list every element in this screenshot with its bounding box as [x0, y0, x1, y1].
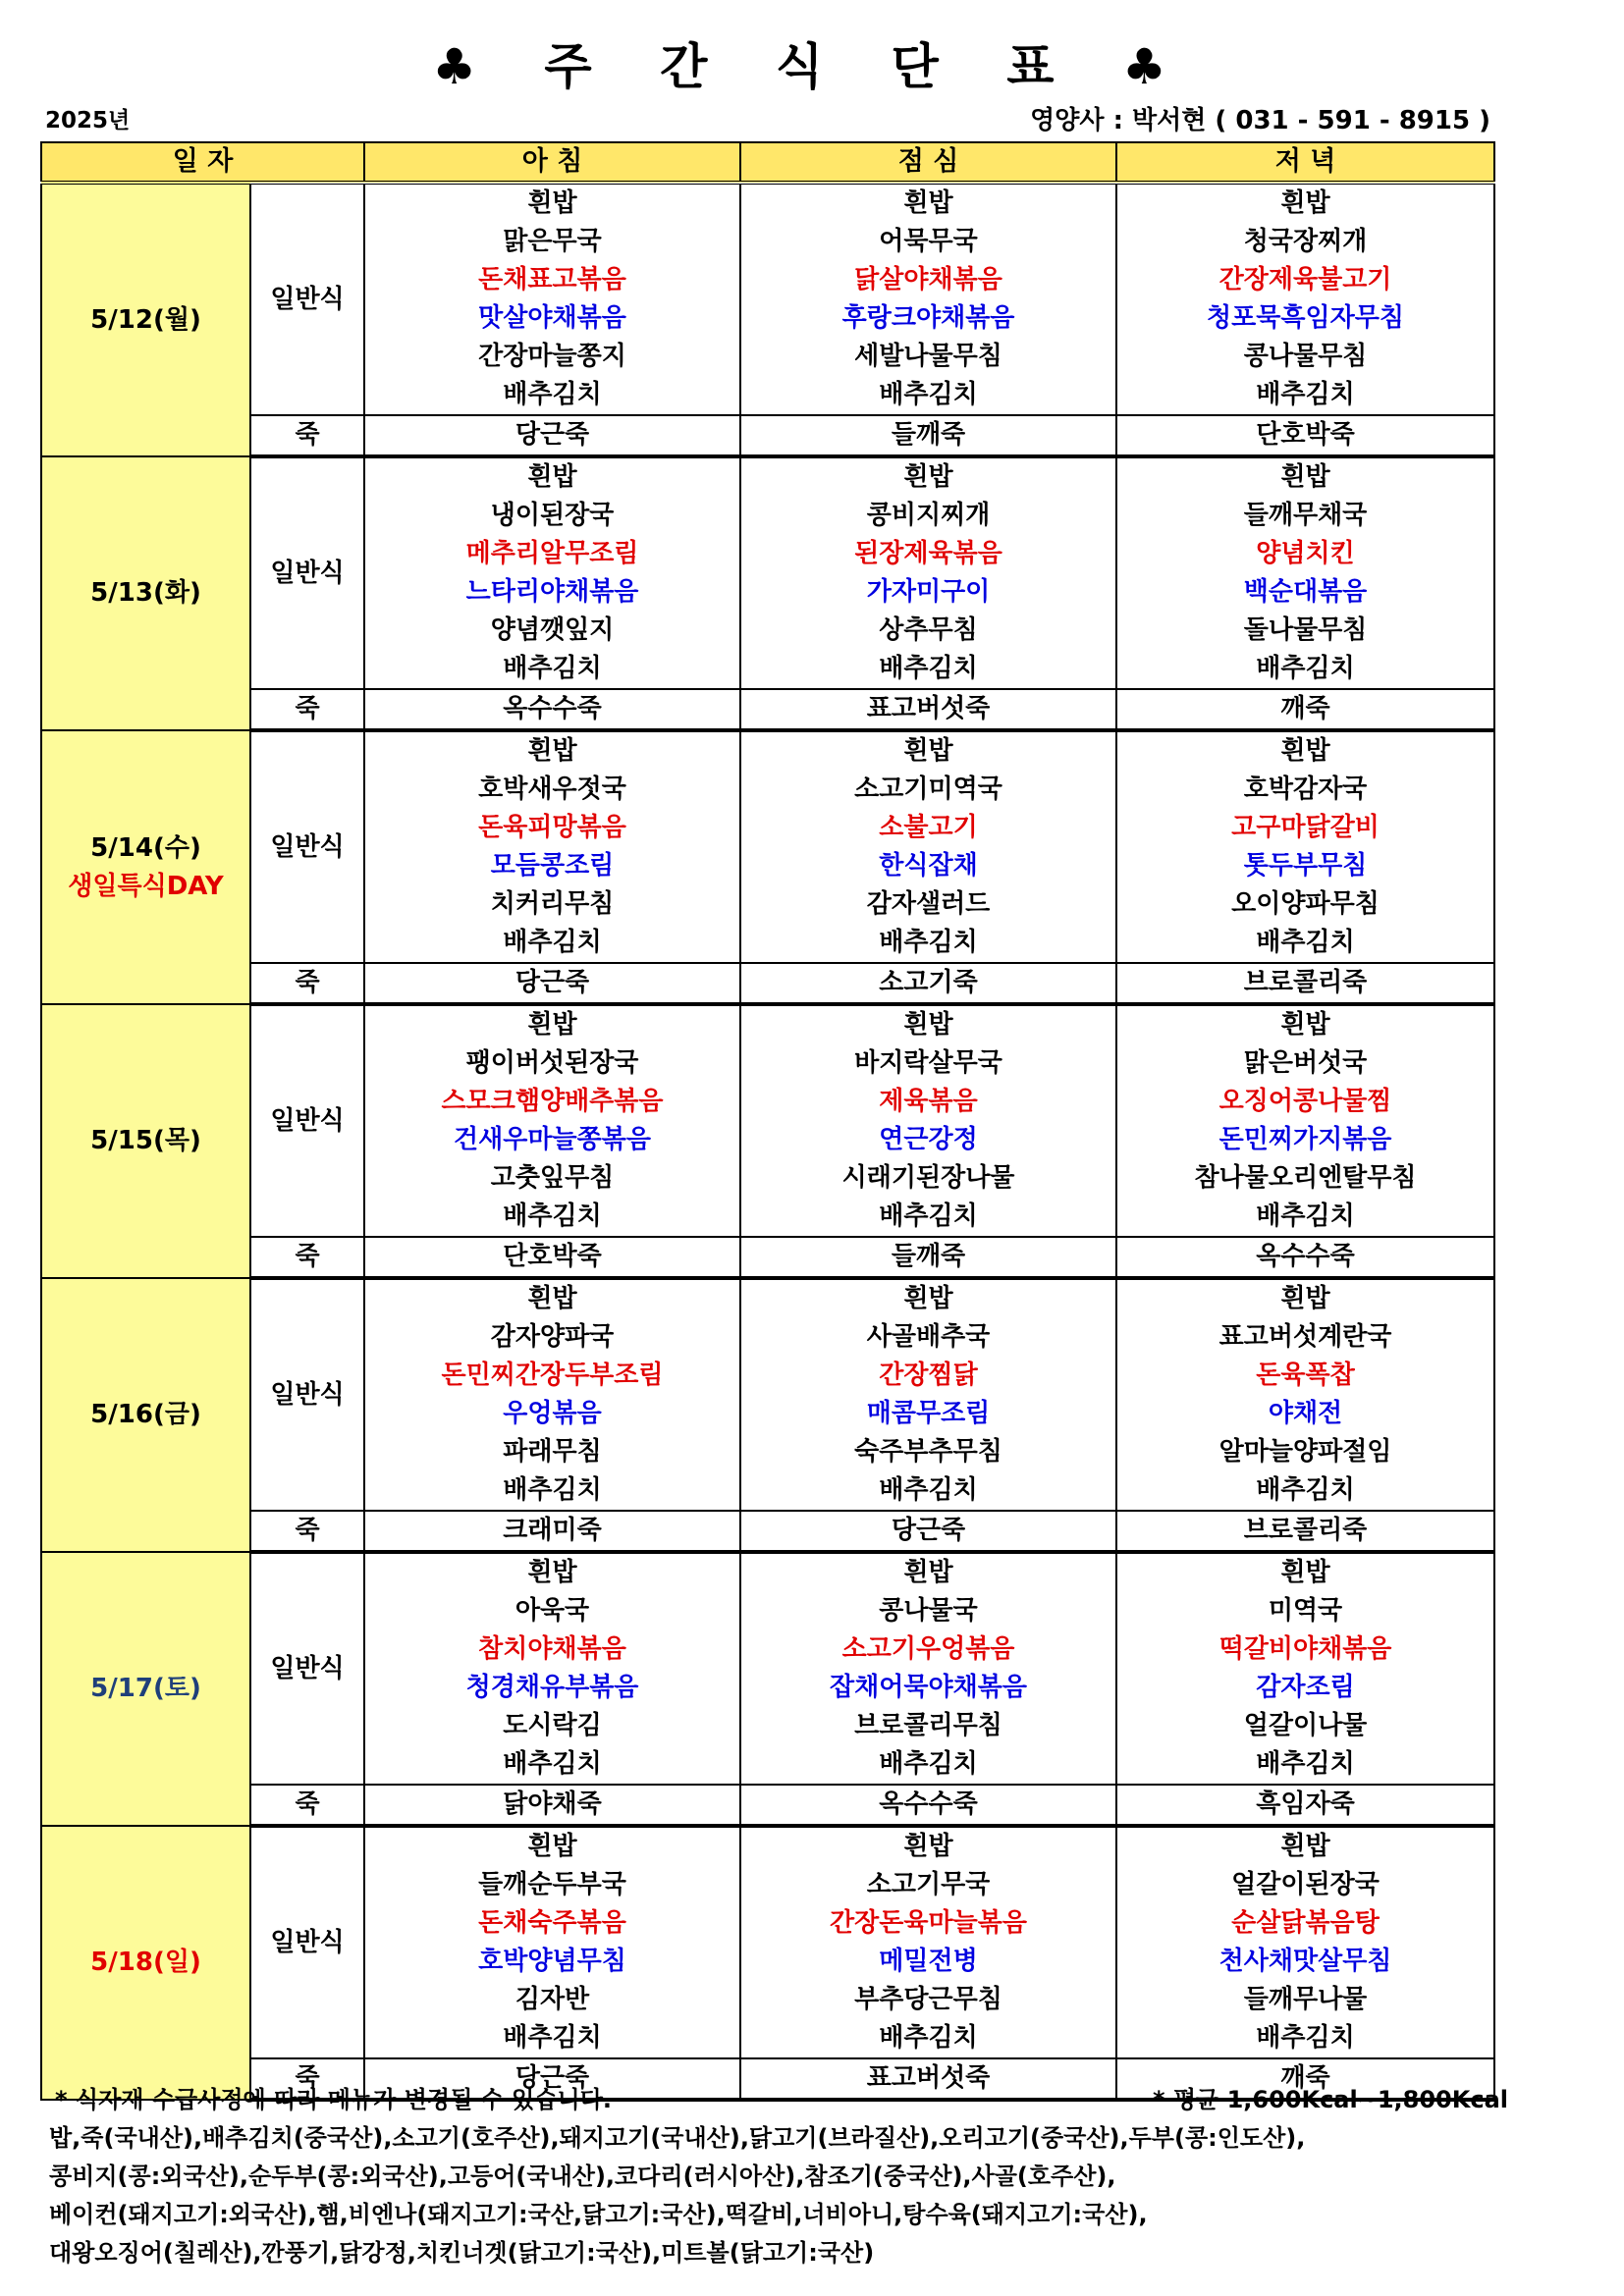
dietitian-contact: 영양사 : 박서현 ( 031 - 591 - 8915 ): [1030, 106, 1490, 135]
menu-item: 된장제육볶음: [854, 539, 1002, 568]
menu-item: 콩나물무침: [1243, 342, 1368, 371]
calorie-notice: * 평균 1,600Kcal~1,800Kcal: [1152, 2086, 1508, 2113]
menu-item: 배추김치: [879, 1749, 978, 1779]
menu-item: 배추김치: [879, 654, 978, 683]
menu-item: 배추김치: [1256, 1201, 1355, 1231]
menu-item: 호박감자국: [1243, 774, 1368, 804]
menu-item: 돈채표고볶음: [478, 265, 626, 294]
menu-item: 돈육피망볶음: [478, 813, 626, 842]
origin-line: 베이컨(돼지고기:외국산),햄,비엔나(돼지고기:국산,닭고기:국산),떡갈비,너비아니,탕수육(돼지고기:국산),: [49, 2201, 1148, 2228]
menu-item: 들깨무채국: [1243, 501, 1368, 530]
menu-item: 양념치킨: [1256, 539, 1355, 568]
porridge-row: [41, 415, 1494, 456]
menu-item: 들깨무나물: [1243, 1985, 1368, 2014]
menu-item: 모듬콩조림: [490, 851, 615, 881]
meal-type-porridge: 죽: [250, 963, 364, 1004]
menu-item: 팽이버섯된장국: [465, 1048, 639, 1078]
menu-item: 참치야채볶음: [478, 1634, 626, 1664]
menu-item: 치커리무침: [490, 889, 615, 919]
menu-item: 얼갈이나물: [1243, 1711, 1368, 1740]
porridge-row: [41, 1237, 1494, 1278]
meal-type-porridge: 죽: [250, 2058, 364, 2100]
day-row: [41, 730, 1494, 963]
menu-item: 고춧잎무침: [490, 1163, 615, 1193]
menu-item: 잡채어묵야채볶음: [830, 1673, 1027, 1702]
menu-item: 배추김치: [1256, 1475, 1355, 1505]
menu-item: 흰밥: [527, 188, 577, 218]
day-date: [41, 1552, 250, 1826]
meal-type-regular: 일반식: [250, 730, 364, 963]
menu-item: 흰밥: [527, 736, 577, 766]
menu-item: 사골배추국: [866, 1322, 991, 1352]
lunch-menu: [740, 1004, 1116, 1237]
menu-item: 시래기된장나물: [841, 1163, 1015, 1193]
porridge-row: [41, 1785, 1494, 1826]
date-label: 5/14(수): [90, 832, 201, 863]
porridge-item: 깨죽: [1116, 689, 1494, 730]
menu-item: 메추리알무조림: [465, 539, 639, 568]
menu-item: 톳두부무침: [1243, 851, 1368, 881]
date-label: 5/18(일): [90, 1948, 201, 1977]
meal-type-regular: 일반식: [250, 183, 364, 415]
menu-item: 배추김치: [503, 1749, 602, 1779]
porridge-item: 브로콜리죽: [1116, 963, 1494, 1004]
menu-item: 배추김치: [879, 1201, 978, 1231]
menu-item: 간장제육불고기: [1218, 265, 1392, 294]
day-date: [41, 1004, 250, 1278]
menu-item: 얼갈이된장국: [1231, 1870, 1380, 1899]
menu-item: 감자조림: [1256, 1673, 1355, 1702]
date-label: 5/12(월): [90, 304, 201, 335]
origin-line: 대왕오징어(칠레산),깐풍기,닭강정,치킨너겟(닭고기:국산),미트볼(닭고기:국산): [49, 2239, 875, 2267]
menu-item: 알마늘양파절임: [1218, 1437, 1392, 1467]
porridge-row: [41, 963, 1494, 1004]
day-date: [41, 730, 250, 1004]
date-label: 5/17(토): [90, 1674, 201, 1703]
menu-item: 배추김치: [879, 928, 978, 957]
date-label: 5/15(목): [90, 1126, 201, 1155]
porridge-item: 옥수수죽: [740, 1785, 1116, 1826]
menu-item: 메밀전병: [879, 1947, 978, 1976]
menu-item: 배추김치: [503, 654, 602, 683]
porridge-item: 들깨죽: [740, 415, 1116, 456]
porridge-item: 옥수수죽: [1116, 1237, 1494, 1278]
menu-item: 맑은무국: [503, 227, 602, 256]
menu-item: 배추김치: [503, 1201, 602, 1231]
menu-item: 간장찜닭: [879, 1361, 978, 1390]
menu-body: [41, 183, 1494, 2100]
menu-item: 흰밥: [527, 1010, 577, 1040]
menu-item: 소고기무국: [866, 1870, 991, 1899]
menu-item: 야채전: [1268, 1399, 1343, 1428]
menu-item: 흰밥: [1280, 1010, 1330, 1040]
meal-type-regular: 일반식: [250, 456, 364, 689]
menu-item: 오이양파무침: [1231, 889, 1380, 919]
menu-item: 청경채유부볶음: [465, 1673, 639, 1702]
menu-item: 천사채맛살무침: [1218, 1947, 1392, 1976]
menu-item: 떡갈비야채볶음: [1218, 1634, 1392, 1664]
menu-item: 콩나물국: [879, 1596, 978, 1626]
day-row: [41, 1552, 1494, 1785]
menu-item: 닭살야채볶음: [854, 265, 1002, 294]
notes: [49, 2081, 1581, 2272]
porridge-item: 닭야채죽: [364, 1785, 740, 1826]
porridge-item: 단호박죽: [1116, 415, 1494, 456]
porridge-item: 당근죽: [364, 2058, 740, 2100]
dinner-menu: [1116, 1552, 1494, 1785]
menu-item: 호박양념무침: [478, 1947, 626, 1976]
menu-item: 미역국: [1268, 1596, 1343, 1626]
menu-item: 호박새우젓국: [478, 774, 626, 804]
weekly-menu-table: [40, 141, 1495, 2102]
menu-item: 우엉볶음: [503, 1399, 602, 1428]
menu-item: 스모크햄양배추볶음: [441, 1087, 664, 1116]
day-row: [41, 1278, 1494, 1511]
menu-item: 연근강정: [879, 1125, 978, 1154]
menu-item: 흰밥: [527, 1284, 577, 1313]
day-date: [41, 1826, 250, 2100]
menu-item: 파래무침: [503, 1437, 602, 1467]
porridge-item: 단호박죽: [364, 1237, 740, 1278]
menu-item: 도시락김: [503, 1711, 602, 1740]
porridge-item: 들깨죽: [740, 1237, 1116, 1278]
day-date: [41, 1278, 250, 1552]
meal-type-regular: 일반식: [250, 1278, 364, 1511]
change-notice: * 식자재 수급사정에 따라 메뉴가 변경될 수 있습니다.: [55, 2086, 613, 2113]
menu-item: 참나물오리엔탈무침: [1194, 1163, 1417, 1193]
lunch-menu: [740, 730, 1116, 963]
dinner-menu: [1116, 1004, 1494, 1237]
menu-item: 소고기우엉볶음: [841, 1634, 1015, 1664]
menu-item: 냉이된장국: [490, 501, 615, 530]
menu-item: 오징어콩나물찜: [1218, 1087, 1392, 1116]
porridge-item: 당근죽: [364, 963, 740, 1004]
meal-type-porridge: 죽: [250, 1785, 364, 1826]
porridge-item: 크래미죽: [364, 1511, 740, 1552]
menu-item: 청포묵흑임자무침: [1207, 303, 1404, 333]
porridge-item: 흑임자죽: [1116, 1785, 1494, 1826]
menu-item: 흰밥: [903, 1010, 953, 1040]
lunch-menu: [740, 183, 1116, 415]
meal-type-regular: 일반식: [250, 1004, 364, 1237]
menu-item: 돈채숙주볶음: [478, 1908, 626, 1938]
day-row: [41, 1004, 1494, 1237]
menu-item: 배추김치: [1256, 2023, 1355, 2053]
menu-item: 흰밥: [1280, 462, 1330, 492]
menu-item: 흰밥: [527, 1832, 577, 1861]
lunch-menu: [740, 1278, 1116, 1511]
menu-item: 상추무침: [879, 615, 978, 645]
lunch-menu: [740, 456, 1116, 689]
lunch-menu: [740, 1552, 1116, 1785]
menu-item: 숙주부추무침: [854, 1437, 1002, 1467]
menu-item: 느타리야채볶음: [465, 577, 639, 607]
menu-item: 제육볶음: [879, 1087, 978, 1116]
menu-item: 배추김치: [503, 928, 602, 957]
day-row: [41, 183, 1494, 415]
table-header-row: [41, 142, 1494, 183]
porridge-item: 표고버섯죽: [740, 689, 1116, 730]
menu-item: 배추김치: [879, 380, 978, 409]
menu-item: 후랑크야채볶음: [841, 303, 1015, 333]
menu-item: 흰밥: [903, 1284, 953, 1313]
breakfast-menu: [364, 183, 740, 415]
menu-item: 감자샐러드: [866, 889, 991, 919]
porridge-item: 소고기죽: [740, 963, 1116, 1004]
menu-item: 바지락살무국: [854, 1048, 1002, 1078]
date-label: 5/16(금): [90, 1400, 201, 1429]
dinner-menu: [1116, 1826, 1494, 2058]
menu-item: 표고버섯계란국: [1218, 1322, 1392, 1352]
header-date: 일 자: [41, 142, 364, 183]
header-breakfast: 아 침: [364, 142, 740, 183]
porridge-item: 옥수수죽: [364, 689, 740, 730]
menu-item: 배추김치: [503, 1475, 602, 1505]
menu-item: 간장마늘쫑지: [478, 342, 626, 371]
meal-type-porridge: 죽: [250, 1511, 364, 1552]
menu-item: 고구마닭갈비: [1231, 813, 1380, 842]
menu-item: 배추김치: [1256, 380, 1355, 409]
breakfast-menu: [364, 1278, 740, 1511]
menu-item: 간장돈육마늘볶음: [830, 1908, 1027, 1938]
menu-item: 흰밥: [1280, 1284, 1330, 1313]
year-label: 2025년: [45, 108, 131, 133]
menu-item: 흰밥: [1280, 1558, 1330, 1587]
meal-type-regular: 일반식: [250, 1552, 364, 1785]
menu-item: 배추김치: [1256, 654, 1355, 683]
menu-item: 돈민찌가지볶음: [1218, 1125, 1392, 1154]
menu-item: 청국장찌개: [1243, 227, 1368, 256]
menu-item: 돈민찌간장두부조림: [441, 1361, 664, 1390]
menu-item: 맑은버섯국: [1243, 1048, 1368, 1078]
date-label: 5/13(화): [90, 578, 201, 608]
menu-item: 흰밥: [903, 1832, 953, 1861]
menu-item: 흰밥: [903, 736, 953, 766]
menu-item: 아욱국: [514, 1596, 590, 1626]
header-dinner: 저 녁: [1116, 142, 1494, 183]
menu-item: 흰밥: [903, 1558, 953, 1587]
menu-item: 어묵무국: [879, 227, 978, 256]
breakfast-menu: [364, 456, 740, 689]
breakfast-menu: [364, 1004, 740, 1237]
menu-item: 가자미구이: [866, 577, 991, 607]
menu-item: 흰밥: [527, 462, 577, 492]
porridge-item: 브로콜리죽: [1116, 1511, 1494, 1552]
day-row: [41, 456, 1494, 689]
breakfast-menu: [364, 1552, 740, 1785]
header-lunch: 점 심: [740, 142, 1116, 183]
menu-item: 흰밥: [903, 188, 953, 218]
dinner-menu: [1116, 1278, 1494, 1511]
porridge-item: 당근죽: [740, 1511, 1116, 1552]
porridge-item: 당근죽: [364, 415, 740, 456]
menu-item: 돈육폭찹: [1256, 1361, 1355, 1390]
breakfast-menu: [364, 1826, 740, 2058]
menu-item: 건새우마늘쫑볶음: [454, 1125, 651, 1154]
menu-item: 흰밥: [1280, 1832, 1330, 1861]
menu-item: 흰밥: [903, 462, 953, 492]
menu-item: 배추김치: [879, 1475, 978, 1505]
dinner-menu: [1116, 456, 1494, 689]
dinner-menu: [1116, 183, 1494, 415]
menu-item: 매콤무조림: [866, 1399, 991, 1428]
event-label: 생일특식DAY: [68, 871, 224, 901]
menu-item: 맛살야채볶음: [478, 303, 626, 333]
meal-type-regular: 일반식: [250, 1826, 364, 2058]
porridge-item: 깨죽: [1116, 2058, 1494, 2100]
meal-type-porridge: 죽: [250, 689, 364, 730]
day-date: [41, 183, 250, 456]
menu-item: 들깨순두부국: [478, 1870, 626, 1899]
breakfast-menu: [364, 730, 740, 963]
menu-item: 흰밥: [1280, 188, 1330, 218]
dinner-menu: [1116, 730, 1494, 963]
meal-type-porridge: 죽: [250, 1237, 364, 1278]
menu-item: 소불고기: [879, 813, 978, 842]
day-date: [41, 456, 250, 730]
lunch-menu: [740, 1826, 1116, 2058]
menu-item: 부추당근무침: [854, 1985, 1002, 2014]
menu-item: 돌나물무침: [1243, 615, 1368, 645]
menu-item: 김자반: [514, 1985, 590, 2014]
menu-item: 배추김치: [879, 2023, 978, 2053]
menu-item: 양념깻잎지: [490, 615, 615, 645]
page-title: ♣ 주 간 식 단 표 ♣: [432, 38, 1192, 95]
menu-item: 브로콜리무침: [854, 1711, 1002, 1740]
menu-item: 흰밥: [527, 1558, 577, 1587]
menu-item: 감자양파국: [490, 1322, 615, 1352]
porridge-row: [41, 689, 1494, 730]
menu-item: 한식잡채: [879, 851, 978, 881]
menu-item: 배추김치: [1256, 1749, 1355, 1779]
menu-item: 순살닭볶음탕: [1231, 1908, 1380, 1938]
porridge-item: 표고버섯죽: [740, 2058, 1116, 2100]
day-row: [41, 1826, 1494, 2058]
menu-item: 배추김치: [503, 2023, 602, 2053]
menu-item: 흰밥: [1280, 736, 1330, 766]
origin-line: 밥,죽(국내산),배추김치(중국산),소고기(호주산),돼지고기(국내산),닭고기(브라질산),오리고기(중국산),두부(콩:인도산),: [49, 2124, 1306, 2152]
menu-item: 세발나물무침: [854, 342, 1002, 371]
porridge-row: [41, 1511, 1494, 1552]
menu-item: 콩비지찌개: [866, 501, 991, 530]
menu-item: 배추김치: [503, 380, 602, 409]
menu-item: 백순대볶음: [1243, 577, 1368, 607]
menu-item: 소고기미역국: [854, 774, 1002, 804]
menu-item: 배추김치: [1256, 928, 1355, 957]
origin-line: 콩비지(콩:외국산),순두부(콩:외국산),고등어(국내산),코다리(러시아산),참조기(중국산),사골(호주산),: [49, 2163, 1116, 2190]
meal-type-porridge: 죽: [250, 415, 364, 456]
